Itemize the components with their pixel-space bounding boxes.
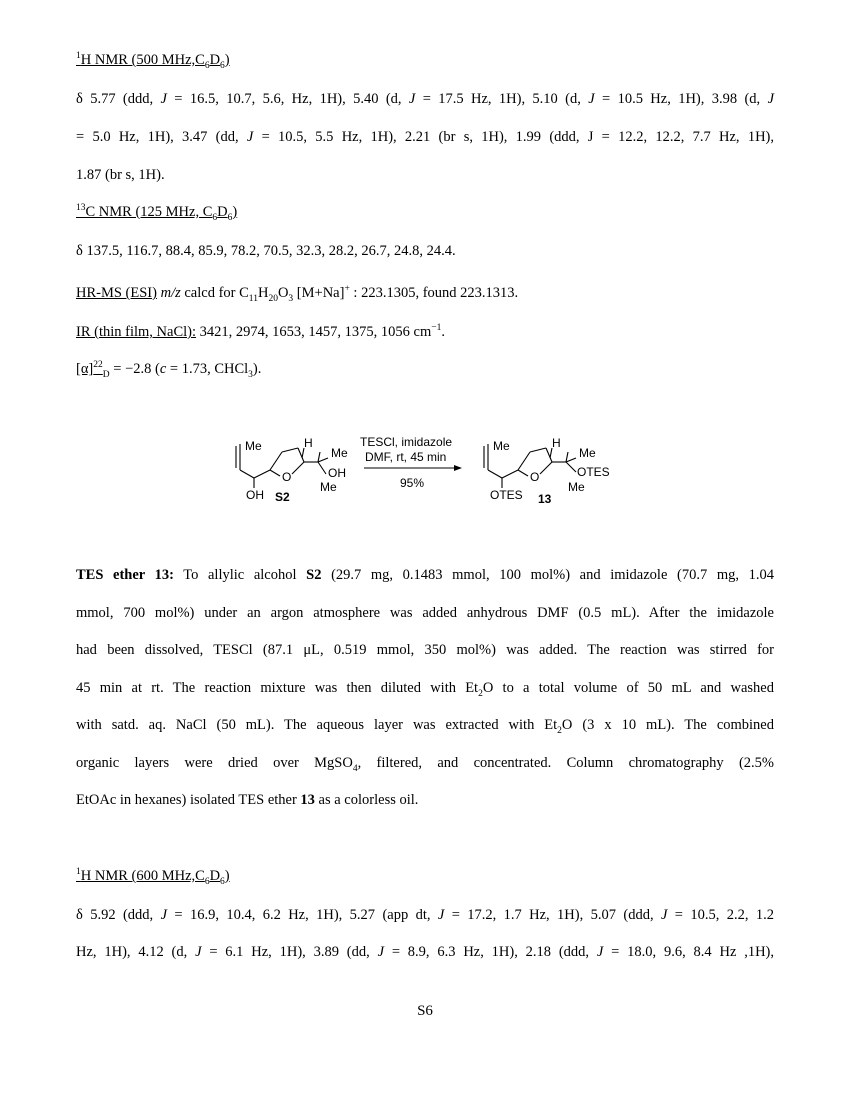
s2-1h-nmr-data-line-3: 1.87 (br s, 1H). (76, 167, 165, 183)
reaction-scheme (228, 430, 628, 512)
p13-methyl-label-2: Me (579, 446, 596, 460)
s2-methyl-label: Me (245, 439, 262, 453)
procedure-line-5: with satd. aq. NaCl (50 mL). The aqueous layer was extracted with $Et_2O$ (3 x 10 mL). The combined (76, 717, 774, 736)
p13-1h-nmr-data-line-2: Hz, 1H), 4.12 (d, J = 6.1 Hz, 1H), 3.89 (dd, J = 8.9, 6.3 Hz, 1H), 2.18 (ddd, J = 18.0, 9.6, 8.4 Hz ,1H), (76, 944, 774, 960)
s2-hydroxyl-label: OH (328, 466, 346, 480)
s2-compound-label: S2 (275, 490, 290, 504)
p13-methyl-label-3: Me (568, 480, 585, 494)
p13-silyl-ether-label-2: OTES (490, 488, 523, 502)
yield-label: 95% (400, 476, 425, 490)
s2-ring-oxygen-label: O (282, 470, 292, 484)
s2-hydroxyl-label-2: OH (246, 488, 264, 502)
s2-optical-rotation-line: $[\alpha]^{22}_D = -2.8$ (c = 1.73, CHCl$_3$). (76, 360, 262, 380)
p13-methyl-label: Me (493, 439, 510, 453)
procedure-line-3: had been dissolved, TESCl (87.1 μL, 0.519 mmol, 350 mol%) was added. The reaction was stirred for (76, 642, 774, 658)
s2-1h-nmr-heading: $^1$H NMR (500 $MHz,C_6D_6$) (76, 51, 230, 71)
s2-hrms-line: HR-MS (ESI) m/z calcd for $C_{11}H_{20}O_3$ [M+Na]+ : 223.1305, found 223.1313. (76, 284, 519, 304)
s2-13c-nmr-heading: $^{13}$C NMR (125 MHz, $C_6D_6$) (76, 203, 238, 223)
s2-13c-nmr-data: δ 137.5, 116.7, 88.4, 85.9, 78.2, 70.5, 32.3, 28.2, 26.7, 24.8, 24.4. (76, 243, 456, 259)
procedure-line-2: mmol, 700 mol%) under an argon atmosphere was added anhydrous DMF (0.5 mL). After the imidazole (76, 605, 774, 621)
procedure-line-1: TES ether 13: To allylic alcohol S2 (29.7 mg, 0.1483 mmol, 100 mol%) and imidazole (70.7 mg, 1.04 (76, 567, 774, 583)
p13-1h-nmr-heading: $^1$H NMR (600 $MHz,C_6D_6$) (76, 867, 230, 887)
p13-compound-label: 13 (538, 492, 552, 506)
procedure-line-4: 45 min at rt. The reaction mixture was then diluted with $Et_2O$ to a total volume of 50 mL and washed (76, 680, 774, 699)
s2-methyl-label-2: Me (331, 446, 348, 460)
p13-hydrogen-label: H (552, 436, 561, 450)
page-number: S6 (417, 1003, 433, 1019)
p13-1h-nmr-data-line-1: δ 5.92 (ddd, J = 16.9, 10.4, 6.2 Hz, 1H), 5.27 (app dt, J = 17.2, 1.7 Hz, 1H), 5.07 (ddd, J = 10.5, 2.2, 1.2 (76, 907, 774, 923)
s2-hydrogen-label: H (304, 436, 313, 450)
product-13-structure (484, 436, 610, 506)
p13-ring-oxygen-label: O (530, 470, 540, 484)
s2-1h-nmr-data-line-1: δ 5.77 (ddd, J = 16.5, 10.7, 5.6, Hz, 1H), 5.40 (d, J = 17.5 Hz, 1H), 5.10 (d, J = 10.5 Hz, 1H), 3.98 (d, J (76, 91, 774, 107)
conditions-label: DMF, rt, 45 min (365, 450, 447, 464)
reaction-arrowhead (454, 465, 462, 471)
reagents-label: TESCl, imidazole (360, 435, 453, 449)
s2-methyl-label-3: Me (320, 480, 337, 494)
procedure-line-6: organic layers were dried over MgSO$_4$, filtered, and concentrated. Column chromatography (2.5% (76, 755, 774, 774)
s2-ir-line: IR (thin film, NaCl): 3421, 2974, 1653, 1457, 1375, 1056 $cm^{-1}$. (76, 323, 445, 340)
procedure-line-7: EtOAc in hexanes) isolated TES ether 13 as a colorless oil. (76, 792, 419, 808)
s2-1h-nmr-data-line-2: = 5.0 Hz, 1H), 3.47 (dd, J = 10.5, 5.5 Hz, 1H), 2.21 (br s, 1H), 1.99 (ddd, J = 12.2, 12.2, 7.7 Hz, 1H), (76, 129, 774, 145)
p13-silyl-ether-label: OTES (577, 465, 610, 479)
